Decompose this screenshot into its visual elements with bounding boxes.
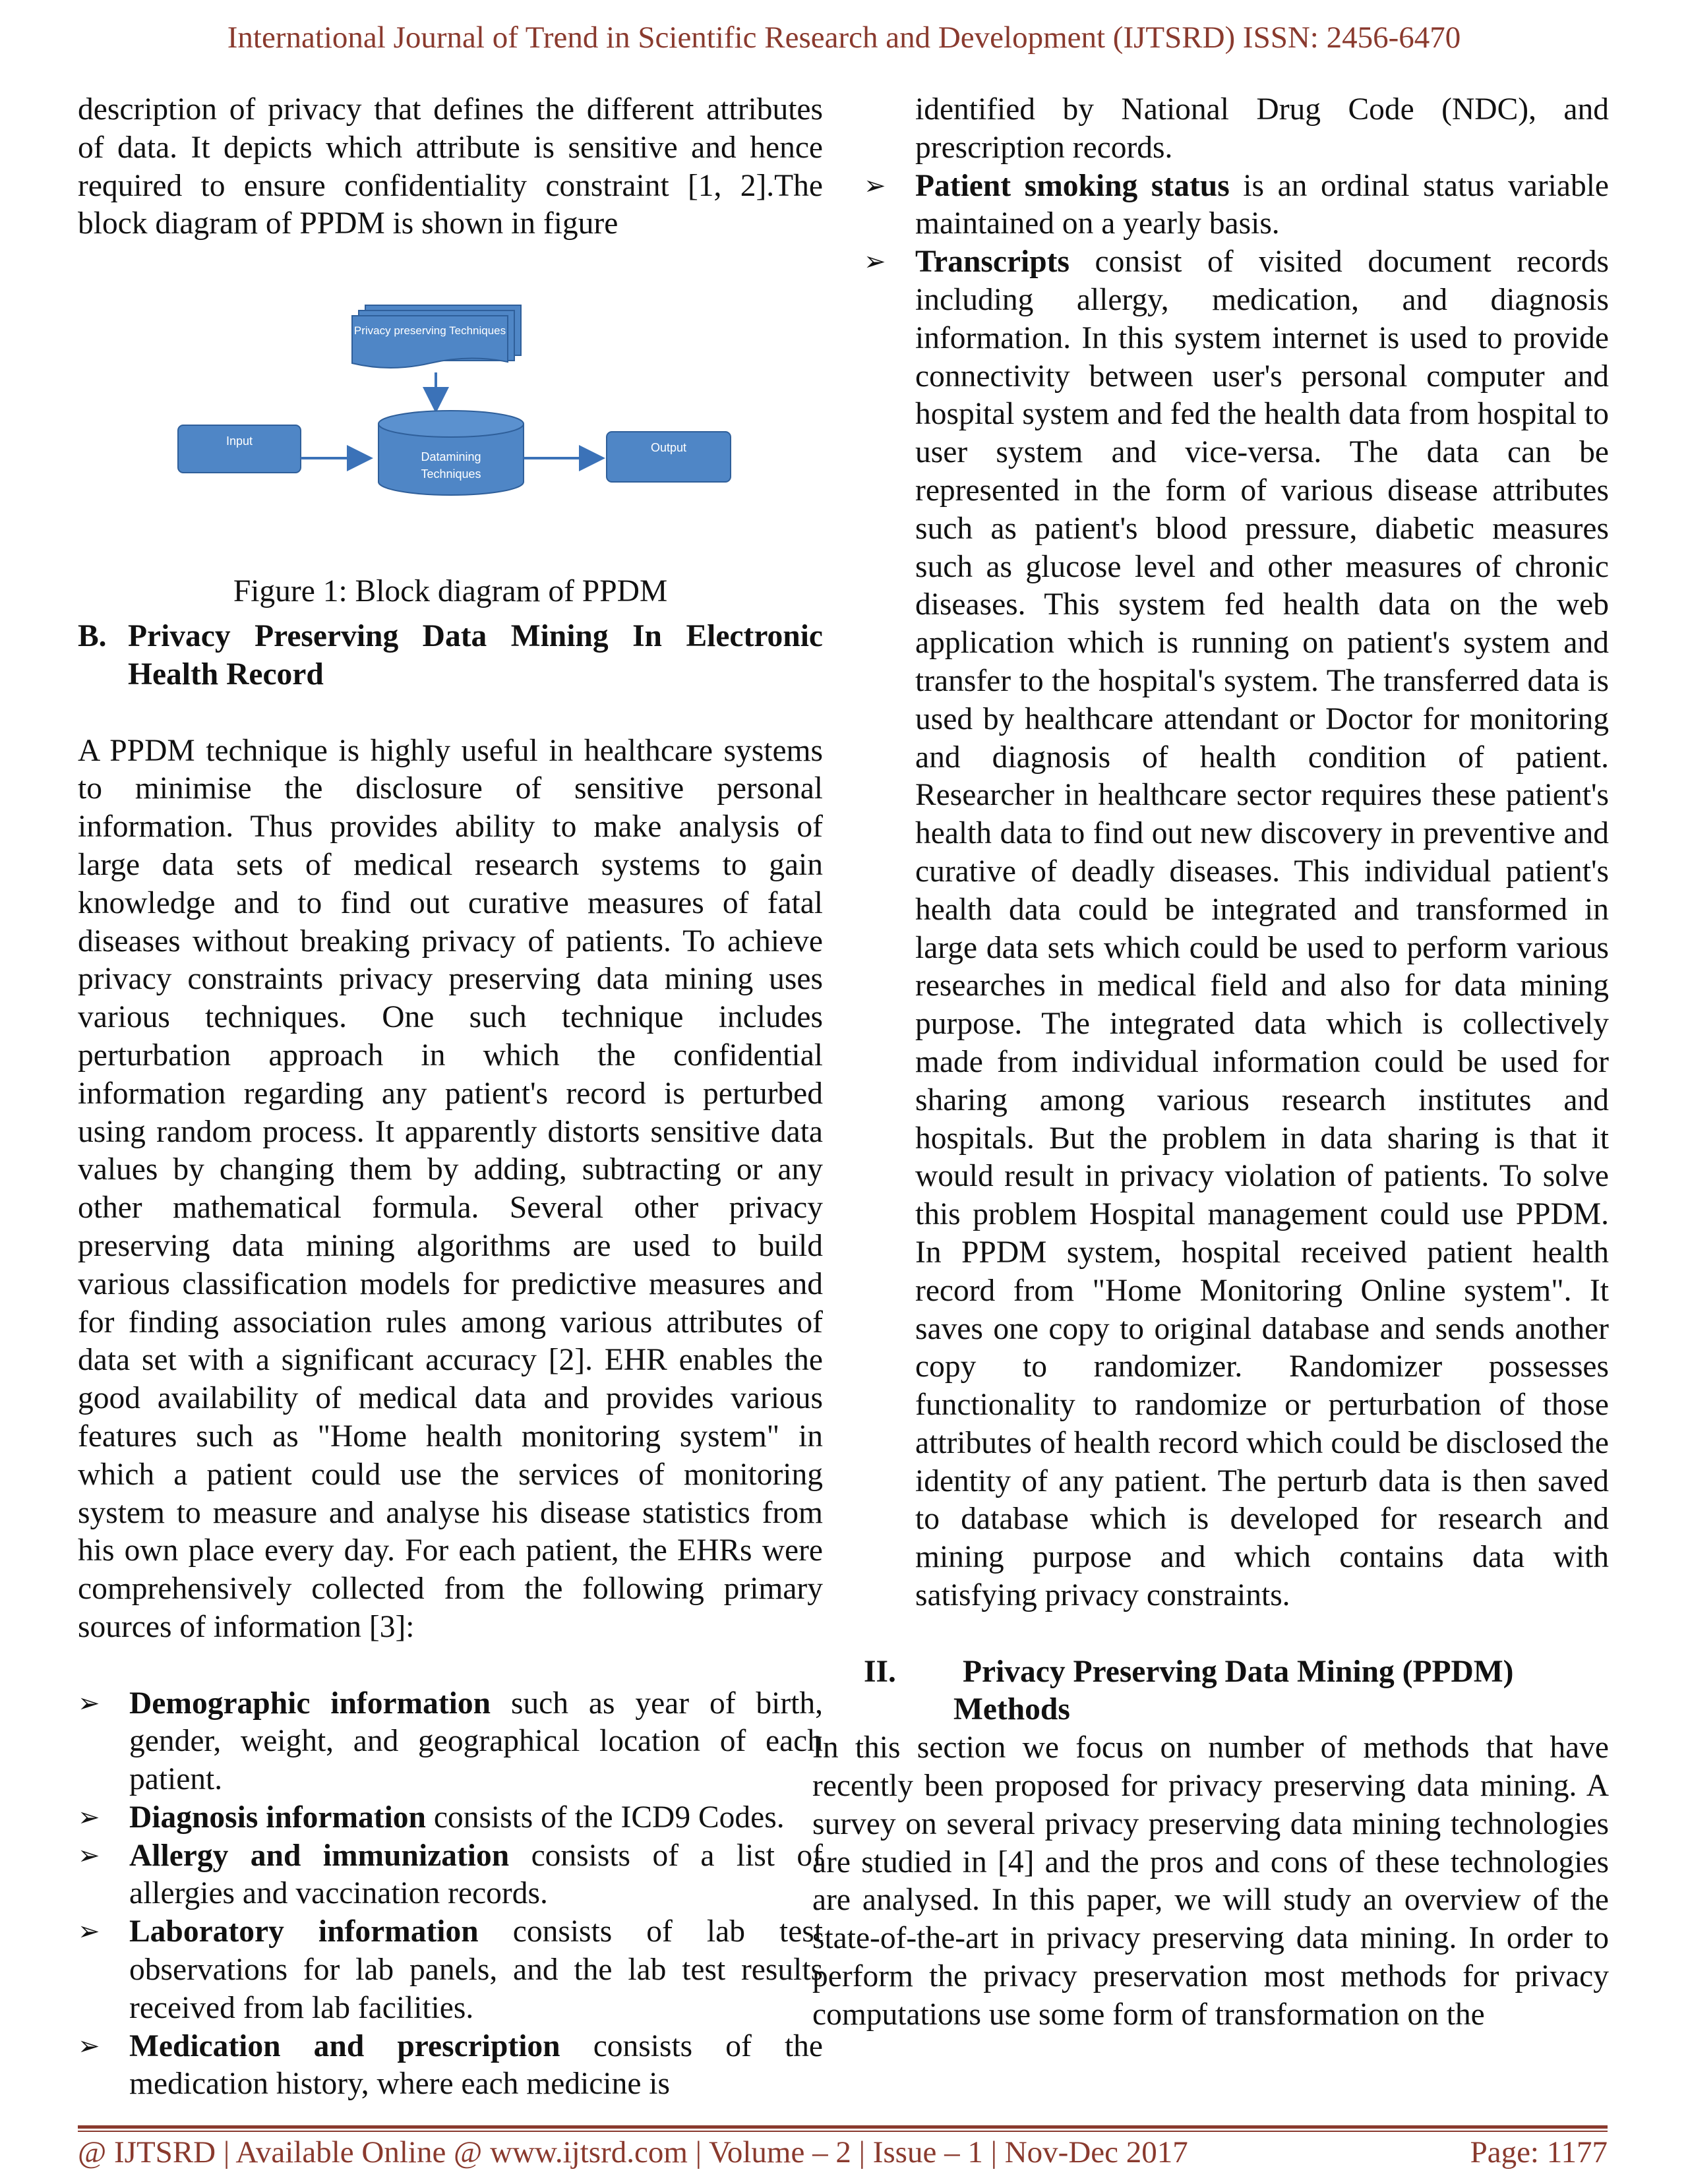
bullet-bold: Laboratory information bbox=[129, 1914, 479, 1949]
bullet-bold: Diagnosis information bbox=[129, 1800, 426, 1835]
bullet-arrow-icon: ➢ bbox=[864, 170, 886, 201]
bullet-arrow-icon: ➢ bbox=[78, 2030, 100, 2061]
list-item bbox=[864, 243, 1609, 1615]
list-item bbox=[78, 1837, 823, 1914]
box-input-label: Input bbox=[226, 434, 253, 448]
bullet-continuation: identified by National Drug Code (NDC), and prescription records. bbox=[915, 92, 1609, 165]
bullet-arrow-icon: ➢ bbox=[864, 247, 886, 278]
bullet-bold: Patient smoking status bbox=[915, 168, 1230, 203]
section-b-number: B. bbox=[78, 619, 107, 654]
bullet-text: consists of the medication history, where each medicine is bbox=[129, 2028, 824, 2102]
bullet-arrow-icon: ➢ bbox=[78, 1840, 100, 1871]
left-bullet-list bbox=[78, 1685, 823, 2104]
bullet-text: consists of a list of allergies and vaccination records. bbox=[129, 1838, 823, 1911]
output-box bbox=[607, 432, 731, 482]
list-item bbox=[78, 1799, 823, 1837]
list-item bbox=[78, 2028, 823, 2104]
section-2-paragraph: In this section we focus on number of methods that have recently been proposed for privacy preserving data mining. A survey on several privacy preserving data mining technologies are studied in [4] and the pros and cons of these technologies are analysed. In this paper, we will study an overview of the state-of-the-art in privacy preserving data mining. In order to perform the privacy preservation most methods for privacy computations use some form of transformation on the bbox=[812, 1730, 1609, 2032]
bullet-arrow-icon: ➢ bbox=[78, 1916, 100, 1947]
bullet-bold: Demographic information bbox=[129, 1686, 491, 1721]
box-output-label: Output bbox=[650, 441, 687, 455]
section-b-heading bbox=[78, 618, 823, 694]
bullet-arrow-icon: ➢ bbox=[78, 1802, 100, 1833]
datamining-cylinder bbox=[378, 411, 524, 495]
bullet-text: such as year of birth, gender, weight, and geographical location of each patient. bbox=[129, 1686, 824, 1797]
footer-rule-thin bbox=[78, 2131, 1608, 2132]
page-footer bbox=[78, 2135, 1608, 2170]
bullet-bold: Medication and prescription bbox=[129, 2028, 560, 2063]
figure-caption: Figure 1: Block diagram of PPDM bbox=[233, 574, 668, 609]
section-2-number: II. bbox=[864, 1654, 896, 1689]
intro-paragraph: description of privacy that defines the different attributes of data. It depicts which attribute is sensitive and hence required to ensure confidentiality constraint [1, 2].The block diagram of PPDM is shown in figure bbox=[78, 92, 823, 241]
box-top-label: Privacy preserving Techniques bbox=[353, 324, 506, 338]
section-b-paragraph: A PPDM technique is highly useful in healthcare systems to minimise the disclosure of sensitive personal information. Thus provides ability to make analysis of large data sets of medical research systems to gain knowledge and to find out curative measures of fatal diseases without breaking privacy of patients. To achieve privacy constraints privacy preserving data mining uses various techniques. One such technique includes perturbation approach in which the confidential information regarding any patient's record is perturbed using random process. It apparently distorts sensitive data values by changing them by adding, subtracting or any other mathematical formula. Several other privacy preserving data mining algorithms are used to build various classification models for predictive measures and for finding association rules among various attributes of data set with a significant accuracy [2]. EHR enables the good availability of medical data and provides various features such as "Home health monitoring system" in which a patient could use the services of monitoring system to measure and analyse his disease statistics from his own place every day. For each patient, the EHRs were comprehensively collected from the following primary sources of information [3]: bbox=[78, 733, 823, 1644]
page-number: Page: 1177 bbox=[1470, 2135, 1608, 2169]
footer-info: @ IJTSRD | Available Online @ www.ijtsrd.com | Volume – 2 | Issue – 1 | Nov-Dec 2017 bbox=[78, 2135, 1188, 2169]
bullet-bold: Transcripts bbox=[915, 245, 1070, 280]
bullet-text: consists of lab test observations for lab panels, and the lab test results received from lab facilities. bbox=[129, 1914, 823, 2025]
input-box bbox=[178, 425, 301, 473]
section-2-title-line-1: Privacy Preserving Data Mining (PPDM) bbox=[963, 1654, 1514, 1689]
section-2-title-line-2: Methods bbox=[953, 1692, 1070, 1727]
section-b-title: Privacy Preserving Data Mining In Electronic Health Record bbox=[128, 619, 823, 692]
list-item bbox=[78, 1685, 823, 1799]
bullet-text: consists of the ICD9 Codes. bbox=[425, 1800, 785, 1835]
bullet-bold: Allergy and immunization bbox=[129, 1838, 510, 1873]
right-column bbox=[812, 91, 1609, 2034]
box-center-label-1: Datamining bbox=[421, 450, 481, 464]
footer-rule bbox=[78, 2125, 1608, 2129]
journal-header: International Journal of Trend in Scientific Research and Development (IJTSRD) ISSN: 2456-6470 bbox=[227, 20, 1461, 55]
figure-1 bbox=[78, 243, 823, 618]
bullet-text: is an ordinal status variable maintained on a yearly basis. bbox=[915, 168, 1609, 241]
box-center-label-2: Techniques bbox=[421, 467, 481, 481]
left-column bbox=[78, 91, 823, 2104]
privacy-techniques-box bbox=[352, 305, 521, 368]
list-item bbox=[78, 1913, 823, 2027]
list-item bbox=[864, 167, 1609, 244]
right-bullet-list bbox=[864, 167, 1609, 1615]
section-2-heading bbox=[864, 1653, 1609, 1730]
bullet-arrow-icon: ➢ bbox=[78, 1688, 100, 1719]
bullet-text: consist of visited document records including allergy, medication, and diagnosis information. In this system internet is used to provide connectivity between user's personal computer and hospital system and fed the health data from hospital to user system and vice-versa. The data can be represented in the form of various disease attributes such as patient's blood pressure, diabetic measures such as glucose level and other measures of chronic diseases. This system fed health data on the web application which is running on patient's system and transfer to the hospital's system. The transferred data is used by healthcare attendant or Doctor for monitoring and diagnosis of health condition of patient. Researcher in healthcare sector requires these patient's health data to find out new discovery in preventive and curative of deadly diseases. This individual patient's health data could be integrated and transformed in large data sets which could be used to perform various researches in medical field and also for data mining purpose. The integrated data which is collectively made from individual information could be used for sharing among various research institutes and hospitals. But the problem in data sharing is that it would result in privacy violation of patients. To solve this problem Hospital management could use PPDM. In PPDM system, hospital received patient health record from "Home Monitoring Online system". It saves one copy to original database and sends another copy to randomizer. Randomizer possesses functionality to randomize or perturbation of those attributes of health record which could be disclosed the identity of any patient. The perturb data is then saved to database which is developed for research and mining purpose and which contains data with satisfying privacy constraints. bbox=[915, 245, 1609, 1613]
ppdm-block-diagram bbox=[78, 243, 823, 573]
